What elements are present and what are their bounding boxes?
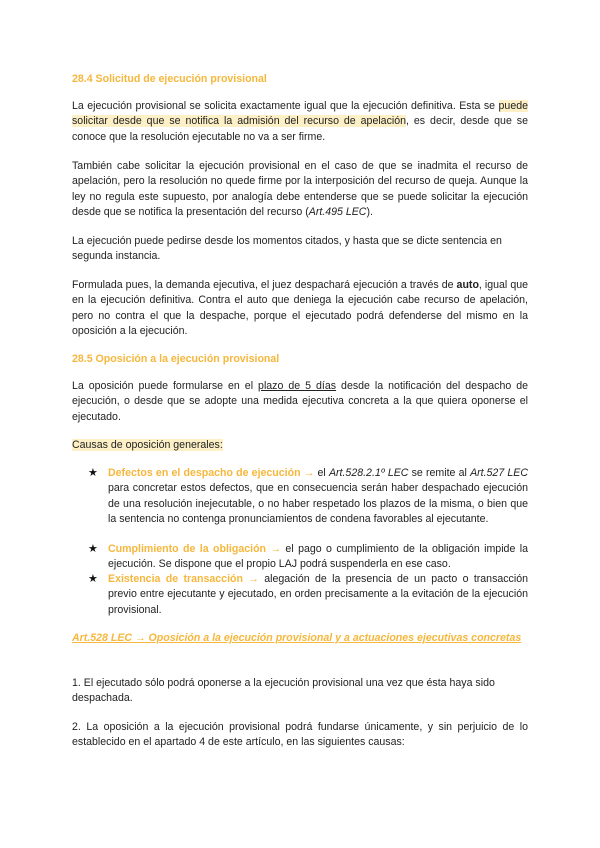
bullet-title: Cumplimiento de la obligación → <box>108 543 282 555</box>
highlighted-text: Causas de oposición generales: <box>72 439 223 451</box>
text: el <box>314 467 329 479</box>
bullet-cumplimiento <box>88 542 528 573</box>
bullet-title: Defectos en el despacho de ejecución → <box>108 467 315 479</box>
text: La ejecución provisional se solicita exactamente igual que la ejecución definitiva. Esta se <box>72 100 499 112</box>
text: alegación de la presencia de un pacto o transacción previo entre ejecutante y ejecutado, en orden precisamente a la evitación de la ejecución provisional. <box>108 573 528 616</box>
paragraph-auto <box>72 278 528 339</box>
bold-text: auto <box>456 279 479 291</box>
paragraph-solicitud <box>72 99 528 145</box>
text: el pago o cumplimiento de la obligación impide la ejecución. Se dispone que el propio LAJ podrá suspenderla en ese caso. <box>108 543 528 571</box>
black-star-icon: ★ <box>88 573 98 585</box>
bullet-title: Existencia de transacción → <box>108 573 259 585</box>
text: desde la notificación del despacho de ejecución, o desde que se adopte una medida ejecutiva concreta a la que quiera oponerse el ejecutado. <box>72 380 529 423</box>
text: ). <box>366 205 373 218</box>
bullet-defectos <box>88 466 528 527</box>
paragraph-inadmision <box>72 159 528 220</box>
highlighted-text: puede solicitar desde que se notifica la admisión del recurso de apelación <box>72 100 528 128</box>
article-528-heading: Art.528 LEC → Oposición a la ejecución provisional y a actuaciones ejecutivas concretas <box>72 632 522 644</box>
paragraph-plazo <box>72 379 528 425</box>
article-reference: Art.528.2.1º LEC <box>328 467 409 479</box>
article-reference: Art.527 LEC <box>470 467 529 479</box>
text: para concretar estos defectos, que en consecuencia serán haber despachado ejecución de una resolución inejecutable, o no haber respetado los plazos de la misma, o bien que la sentencia no contenga pronunciamientos de condena favorables al ejecutante. <box>108 482 528 525</box>
text: También cabe solicitar la ejecución provisional en el caso de que se inadmita el recurso de apelación, pero la resolución no quede firme por la interposición del recurso de queja. Aunque la ley no regula este supuesto, por analogía debe entenderse que se puede solicitar la ejecución desde que se notifica la presentación del recurso ( <box>72 160 528 218</box>
text: , es decir, desde que se conoce que la resolución ejecutable no va a ser firme. <box>72 115 528 143</box>
text: La oposición puede formularse en el <box>72 380 259 392</box>
article-reference: Art.495 LEC <box>308 205 367 218</box>
text: , igual que en la ejecución definitiva. Contra el auto que deniega la ejecución cabe recurso de apelación, pero no contra el que la despache, porque el ejecutado podrá defenderse del mismo en la oposición a la ejecución. <box>72 279 529 337</box>
underlined-text: plazo de 5 días <box>258 380 337 392</box>
text: se remite al <box>408 467 471 479</box>
bullet-text <box>108 572 528 618</box>
black-star-icon: ★ <box>88 543 98 555</box>
article-528-point-2: 2. La oposición a la ejecución provisional podrá fundarse únicamente, y sin perjuicio de lo establecido en el apartado 4 de este artículo, en las siguientes causas: <box>72 721 528 749</box>
paragraph-momentos: La ejecución puede pedirse desde los momentos citados, y hasta que se dicte sentencia en segunda instancia. <box>72 235 502 263</box>
section-heading-28-5: 28.5 Oposición a la ejecución provisional <box>72 353 280 365</box>
black-star-icon: ★ <box>88 467 98 479</box>
bullet-text <box>108 542 528 573</box>
text: Formulada pues, la demanda ejecutiva, el juez despachará ejecución a través de <box>72 279 457 291</box>
article-528-point-1: 1. El ejecutado sólo podrá oponerse a la ejecución provisional una vez que ésta haya sido despachada. <box>72 677 495 705</box>
causas-label <box>72 438 528 453</box>
bullet-text <box>108 466 528 527</box>
section-heading-28-4: 28.4 Solicitud de ejecución provisional <box>72 73 267 85</box>
bullet-transaccion <box>88 572 528 618</box>
